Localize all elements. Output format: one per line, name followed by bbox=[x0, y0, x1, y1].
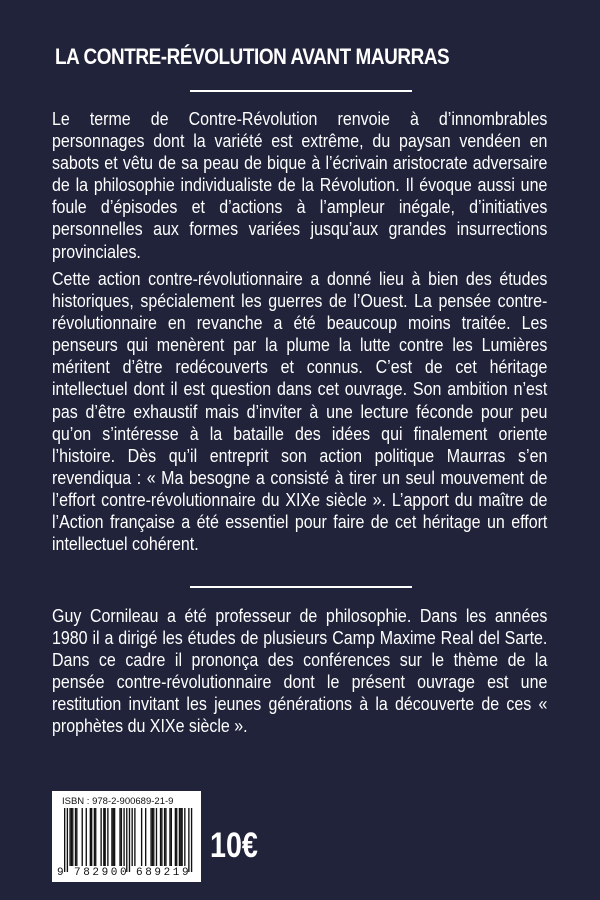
barcode-bar bbox=[94, 808, 95, 866]
barcode-bar bbox=[82, 808, 83, 866]
barcode-bar bbox=[113, 808, 114, 866]
isbn-barcode bbox=[52, 791, 201, 882]
barcode-bar bbox=[119, 808, 120, 866]
barcode-left-group: 782900 bbox=[74, 867, 130, 879]
barcode-bar bbox=[171, 808, 172, 866]
isbn-label: ISBN : 978-2-900689-21-9 bbox=[62, 796, 174, 807]
barcode-bar bbox=[152, 808, 153, 866]
barcode-bar bbox=[69, 808, 70, 866]
barcode-bar bbox=[176, 808, 177, 866]
barcode-bar bbox=[67, 808, 68, 872]
body-paragraph: Cette action contre-révolutionnaire a donné lieu à bien des études historiques, spécialement les guerres de l’Ouest. La pensée contre-révolutionnaire en revanche a été beaucoup moins traitée. Les penseurs qui menèrent par la plume la lutte contre les Lumières méritent d’être redécouverts et connus. C’est de cet héritage intellectuel dont il est question dans cet ouvrage. Son ambition n’est pas d’être exhaustif mais d’inviter à une lecture féconde pour peu qu’on s’intéresse à la bataille des idées qui finalement oriente l’histoire. Dès qu’il entreprit son action politique Maurras s’en revendiqua : « Ma besogne a consisté à tirer un seul mouvement de l’effort contre-révolutionnaire du XIXe siècle ». L’apport du maître de l’Action française a été essentiel pour faire de cet héritage un effort intellectuel cohérent. bbox=[52, 268, 548, 555]
barcode-bar bbox=[105, 808, 106, 866]
barcode-bar bbox=[169, 808, 170, 866]
barcode-bar bbox=[156, 808, 157, 866]
barcode-bar bbox=[75, 808, 76, 866]
barcode-bar bbox=[103, 808, 104, 866]
barcode-bar bbox=[164, 808, 165, 866]
barcode-bar bbox=[76, 808, 77, 866]
barcode-bar bbox=[191, 808, 192, 872]
author-bio-paragraph: Guy Cornileau a été professeur de philosophie. Dans les années 1980 il a dirigé les études de plusieurs Camp Maxime Real del Sarte. Dans ce cadre il prononça des conférences sur le thème de la pensée contre-révolutionnaire dont le présent ouvrage est une restitution invitant les jeunes générations à la découverte de ces « prophètes du XIXe siècle ». bbox=[52, 605, 548, 737]
barcode-bar bbox=[181, 808, 182, 866]
barcode-bar bbox=[165, 808, 166, 866]
barcode-bar bbox=[114, 808, 115, 866]
barcode-bar bbox=[145, 808, 146, 866]
barcode-bar bbox=[150, 808, 151, 866]
barcode-bar bbox=[111, 808, 112, 866]
barcode-first-digit: 9 bbox=[57, 867, 64, 879]
barcode-bar bbox=[134, 808, 135, 866]
price: 10€ bbox=[210, 826, 258, 865]
barcode-bar bbox=[132, 808, 133, 866]
barcode-bar bbox=[121, 808, 122, 866]
barcode-bar bbox=[179, 808, 180, 866]
barcode-bar bbox=[91, 808, 92, 866]
barcode-bar bbox=[129, 808, 130, 872]
barcode-bar bbox=[153, 808, 154, 866]
barcode-bar bbox=[188, 808, 189, 872]
barcode-bar bbox=[160, 808, 161, 866]
barcode-bar bbox=[100, 808, 101, 866]
barcode-bar bbox=[161, 808, 162, 866]
barcode-bar bbox=[126, 808, 127, 872]
barcode-bar bbox=[123, 808, 124, 866]
book-title: LA CONTRE-RÉVOLUTION AVANT MAURRAS bbox=[55, 44, 450, 69]
barcode-bar bbox=[90, 808, 91, 866]
barcode-bar bbox=[71, 808, 72, 866]
barcode-bar bbox=[180, 808, 181, 866]
divider-top bbox=[190, 90, 412, 92]
barcode-bar bbox=[64, 808, 65, 872]
intro-paragraph: Le terme de Contre-Révolution renvoie à d’innombrables personnages dont la variété est extrême, du paysan vendéen en sabots et vêtu de sa peau de bique à l’écrivain aristocrate adversaire de la philosophie individualiste de la Révolution. Il évoque aussi une foule d’épisodes et d’actions à l’ampleur inégale, d’initiatives personnelles aux formes variées jusqu’aux grandes insurrections provinciales. bbox=[52, 108, 548, 262]
divider-bottom bbox=[190, 586, 412, 588]
barcode-bar bbox=[141, 808, 142, 866]
barcode-right-group: 689219 bbox=[136, 867, 192, 879]
barcode-bar bbox=[184, 808, 185, 866]
barcode-bar bbox=[175, 808, 176, 866]
barcode-bar bbox=[107, 808, 108, 866]
barcode-bar bbox=[86, 808, 87, 866]
barcode-bar bbox=[95, 808, 96, 866]
barcode-bar bbox=[72, 808, 73, 866]
